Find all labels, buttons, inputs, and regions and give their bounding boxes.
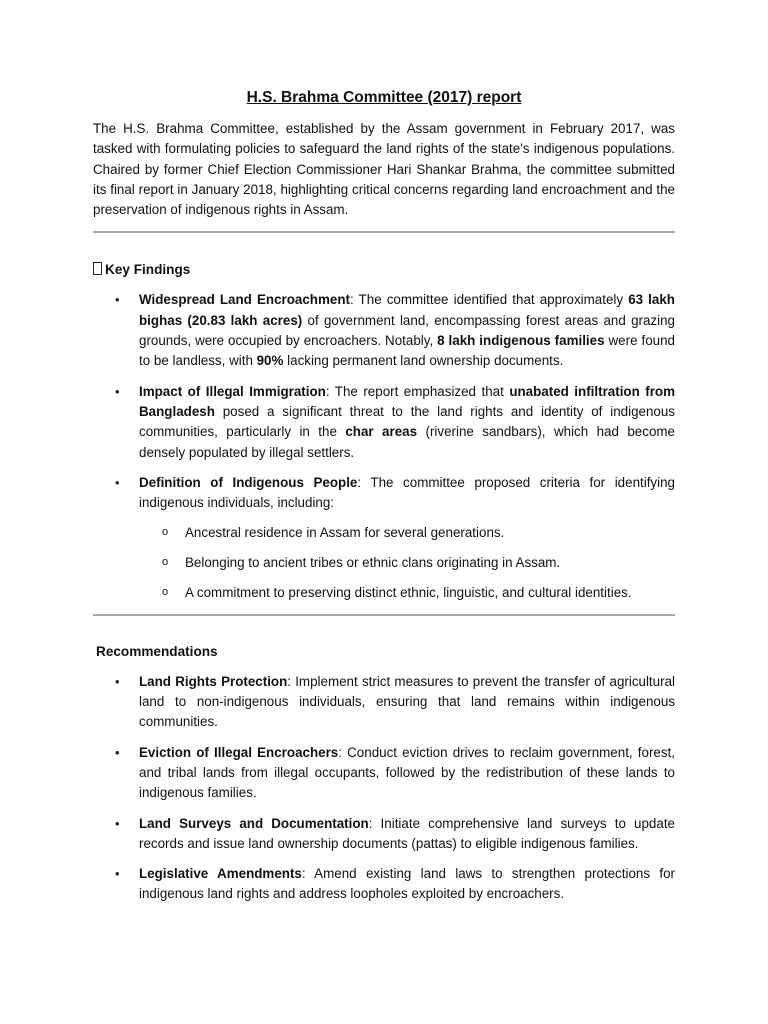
list-item-label: Land Surveys and Documentation <box>139 815 369 831</box>
list-item-label: Widespread Land Encroachment <box>139 292 350 308</box>
sub-list-item: o A commitment to preserving distinct ethnic, linguistic, and cultural identities. <box>139 583 675 603</box>
divider <box>93 231 675 233</box>
list-item <box>93 814 675 855</box>
emphasis-text: 63 lakh bighas (20.83 lakh acres) <box>139 292 675 328</box>
list-item <box>93 672 675 733</box>
document-title: H.S. Brahma Committee (2017) report <box>246 89 522 106</box>
divider <box>93 614 675 616</box>
key-findings-heading <box>93 260 675 280</box>
list-item-label: Definition of Indigenous People <box>139 474 358 490</box>
list-item-label: Impact of Illegal Immigration <box>139 383 326 399</box>
recommendations-list <box>93 672 675 905</box>
document-page <box>93 88 675 915</box>
body-text: : Conduct eviction drives to reclaim government, forest, and tribal lands from illegal occupants, followed by the redistribution of these lands to indigenous families. <box>139 744 675 801</box>
body-text: of government land, encompassing forest areas and grazing grounds, were occupied by encroachers. Notably, <box>139 312 675 349</box>
list-item-label: Eviction of Illegal Encroachers <box>139 744 339 760</box>
body-text: : Initiate comprehensive land surveys to update records and issue land ownership documents (pattas) to eligible indigenous families. <box>139 815 675 851</box>
body-text: lacking permanent land ownership documents. <box>283 353 564 369</box>
body-text: posed a significant threat to the land rights and identity of indigenous communities, particularly in the <box>139 403 675 440</box>
body-text: were found to be landless, with <box>139 333 675 369</box>
body-text: : The report emphasized that <box>325 383 510 399</box>
list-item-label: Legislative Amendments <box>139 866 302 882</box>
body-text: : Amend existing land laws to strengthen protections for indigenous land rights and address loopholes exploited by encroachers. <box>139 866 675 902</box>
key-findings-list <box>93 290 675 603</box>
recommendations-heading: Recommendations <box>96 643 218 659</box>
key-findings-heading-text: Key Findings <box>105 262 191 278</box>
body-text: : Implement strict measures to prevent the transfer of agricultural land to non-indigenous individuals, ensuring that land remains within indigenous communities. <box>139 673 675 730</box>
list-item <box>93 290 675 371</box>
list-item <box>93 864 675 905</box>
list-item-label: Land Rights Protection <box>139 673 288 689</box>
body-text: (riverine sandbars), which had become densely populated by illegal settlers. <box>139 424 676 460</box>
body-text: : The committee proposed criteria for identifying indigenous individuals, including: <box>139 474 675 511</box>
sub-list-item: o Ancestral residence in Assam for several generations. <box>139 523 675 543</box>
emphasis-text: char areas <box>345 424 418 440</box>
emphasis-text: unabated infiltration from Bangladesh <box>139 383 676 419</box>
emphasis-text: 90% <box>256 353 284 369</box>
sub-list-item: o Belonging to ancient tribes or ethnic clans originating in Assam. <box>139 553 675 573</box>
list-item <box>93 473 675 604</box>
sub-list <box>139 523 675 603</box>
list-item <box>93 743 675 804</box>
list-item <box>93 382 675 463</box>
missing-glyph-icon <box>93 262 102 275</box>
body-text: : The committee identified that approximately <box>349 292 629 308</box>
intro-paragraph: The H.S. Brahma Committee, established by the Assam government in February 2017, was tasked with formulating policies to safeguard the land rights of the state's indigenous populations. Chaired by former Chief Election Commissioner Hari Shankar Brahma, the committee submitted its final report in January 2018, highlighting critical concerns regarding land encroachment and the preservation of indigenous rights in Assam. <box>93 121 675 218</box>
emphasis-text: 8 lakh indigenous families <box>437 333 605 349</box>
